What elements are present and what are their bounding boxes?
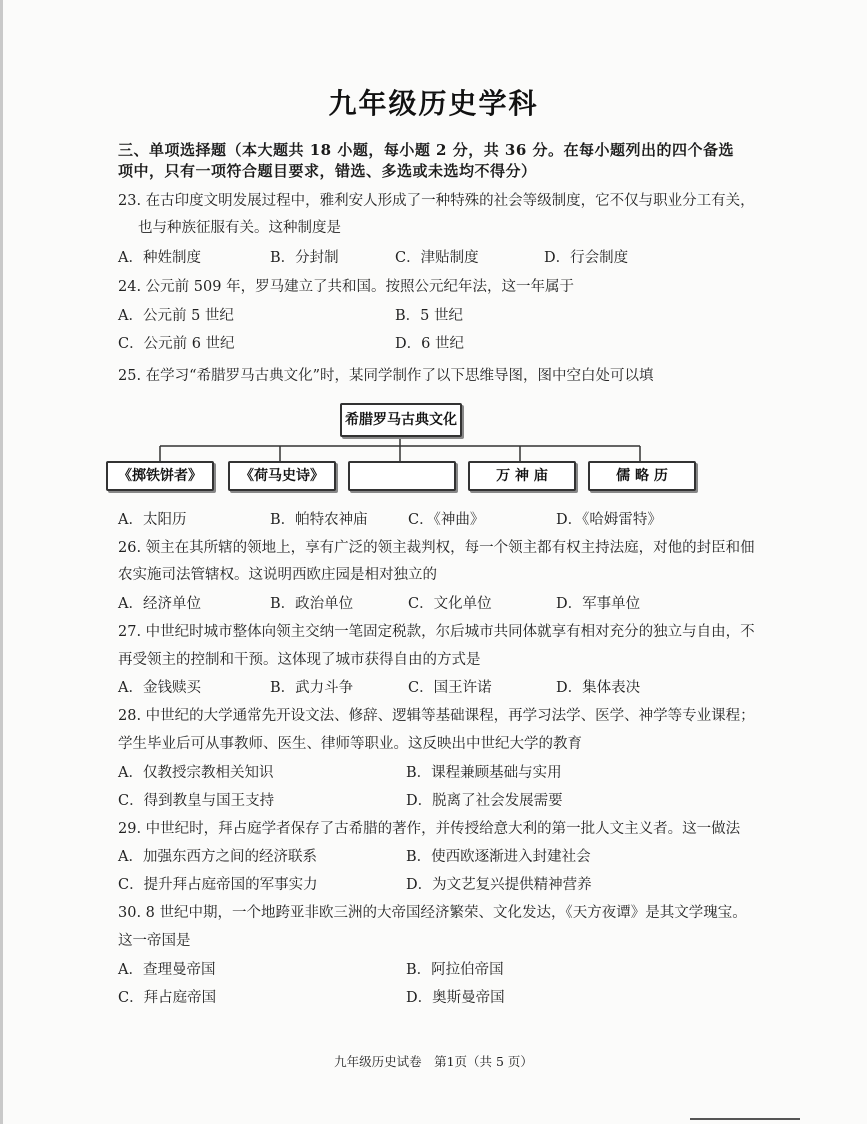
option-26-c[interactable]: C．文化单位 [408, 596, 492, 612]
option-27-b[interactable]: B．武力斗争 [270, 680, 354, 696]
option-29-b[interactable]: B．使西欧逐渐进入封建社会 [406, 849, 591, 865]
option-30-d[interactable]: D．奥斯曼帝国 [406, 990, 505, 1006]
option-26-d[interactable]: D．军事单位 [556, 596, 641, 612]
question-30-line1: 30. 8 世纪中期，一个地跨亚非欧三洲的大帝国经济繁荣、文化发达，《天方夜谭》是其文学瑰宝。 [118, 905, 747, 921]
option-30-c[interactable]: C．拜占庭帝国 [118, 990, 217, 1006]
option-25-c[interactable]: C．《神曲》 [408, 512, 485, 528]
option-23-c[interactable]: C．津贴制度 [395, 250, 479, 266]
scan-bottom-mark [690, 1118, 800, 1120]
mind-map-node-pantheon: 万 神 庙 [468, 461, 576, 491]
option-27-a[interactable]: A．金钱赎买 [118, 680, 201, 696]
mind-map-node-julian-calendar: 儒 略 历 [588, 461, 696, 491]
option-25-d[interactable]: D．《哈姆雷特》 [556, 512, 662, 528]
option-23-a[interactable]: A．种姓制度 [118, 250, 201, 266]
question-24-line1: 24. 公元前 509 年，罗马建立了共和国。按照公元纪年法，这一年属于 [118, 279, 575, 295]
option-23-b[interactable]: B．分封制 [270, 250, 339, 266]
option-24-b[interactable]: B．5 世纪 [395, 308, 463, 324]
section-heading-line2: 项中，只有一项符合题目要求，错选、多选或未选均不得分） [118, 162, 537, 180]
question-27-line2: 再受领主的控制和干预。这体现了城市获得自由的方式是 [118, 652, 481, 668]
scan-left-edge [0, 0, 3, 1124]
question-27-line1: 27. 中世纪时城市整体向领主交纳一笔固定税款，尔后城市共同体就享有相对充分的独立与自由，不 [118, 624, 755, 640]
option-23-d[interactable]: D．行会制度 [544, 250, 629, 266]
option-29-c[interactable]: C．提升拜占庭帝国的军事实力 [118, 877, 318, 893]
option-25-a[interactable]: A．太阳历 [118, 512, 187, 528]
option-29-a[interactable]: A．加强东西方之间的经济联系 [118, 849, 317, 865]
option-30-b[interactable]: B．阿拉伯帝国 [406, 962, 504, 978]
question-23-line1: 23. 在古印度文明发展过程中，雅利安人形成了一种特殊的社会等级制度，它不仅与职业分工有关， [118, 193, 755, 209]
question-28-line1: 28. 中世纪的大学通常先开设文法、修辞、逻辑等基础课程，再学习法学、医学、神学等专业课程； [118, 708, 755, 724]
mind-map-root: 希腊罗马古典文化 [340, 403, 462, 437]
question-25-line1: 25. 在学习“希腊罗马古典文化”时，某同学制作了以下思维导图，图中空白处可以填 [118, 368, 654, 384]
option-24-a[interactable]: A．公元前 5 世纪 [118, 308, 234, 324]
question-26-line1: 26. 领主在其所辖的领地上，享有广泛的领主裁判权，每一个领主都有权主持法庭，对他的封臣和佃 [118, 540, 755, 556]
option-29-d[interactable]: D．为文艺复兴提供精神营养 [406, 877, 592, 893]
option-30-a[interactable]: A．查理曼帝国 [118, 962, 216, 978]
mind-map-node-blank [348, 461, 456, 491]
mind-map-node-homeric-epics: 《荷马史诗》 [228, 461, 336, 491]
option-27-c[interactable]: C．国王许诺 [408, 680, 492, 696]
question-29-line1: 29. 中世纪时，拜占庭学者保存了古希腊的著作，并传授给意大利的第一批人文主义者。这一做法 [118, 821, 741, 837]
question-28-line2: 学生毕业后可从事教师、医生、律师等职业。这反映出中世纪大学的教育 [118, 736, 582, 752]
option-28-a[interactable]: A．仅教授宗教相关知识 [118, 765, 274, 781]
page-title: 九年级历史学科 [328, 87, 539, 120]
question-30-line2: 这一帝国是 [118, 933, 191, 949]
option-26-a[interactable]: A．经济单位 [118, 596, 201, 612]
mind-map-node-discobolus: 《掷铁饼者》 [106, 461, 214, 491]
option-28-c[interactable]: C．得到教皇与国王支持 [118, 793, 275, 809]
option-28-b[interactable]: B．课程兼顾基础与实用 [406, 765, 562, 781]
option-28-d[interactable]: D．脱离了社会发展需要 [406, 793, 563, 809]
option-26-b[interactable]: B．政治单位 [270, 596, 354, 612]
question-23-line2: 也与种族征服有关。这种制度是 [138, 220, 341, 236]
option-27-d[interactable]: D．集体表决 [556, 680, 641, 696]
option-24-c[interactable]: C．公元前 6 世纪 [118, 336, 235, 352]
section-heading-line1: 三、单项选择题（本大题共 18 小题，每小题 2 分，共 36 分。在每小题列出的四个备选 [118, 141, 735, 159]
option-24-d[interactable]: D．6 世纪 [395, 336, 464, 352]
option-25-b[interactable]: B．帕特农神庙 [270, 512, 368, 528]
question-26-line2: 农实施司法管辖权。这说明西欧庄园是相对独立的 [118, 567, 437, 583]
page-footer: 九年级历史试卷 第1页（共 5 页） [334, 1054, 533, 1069]
